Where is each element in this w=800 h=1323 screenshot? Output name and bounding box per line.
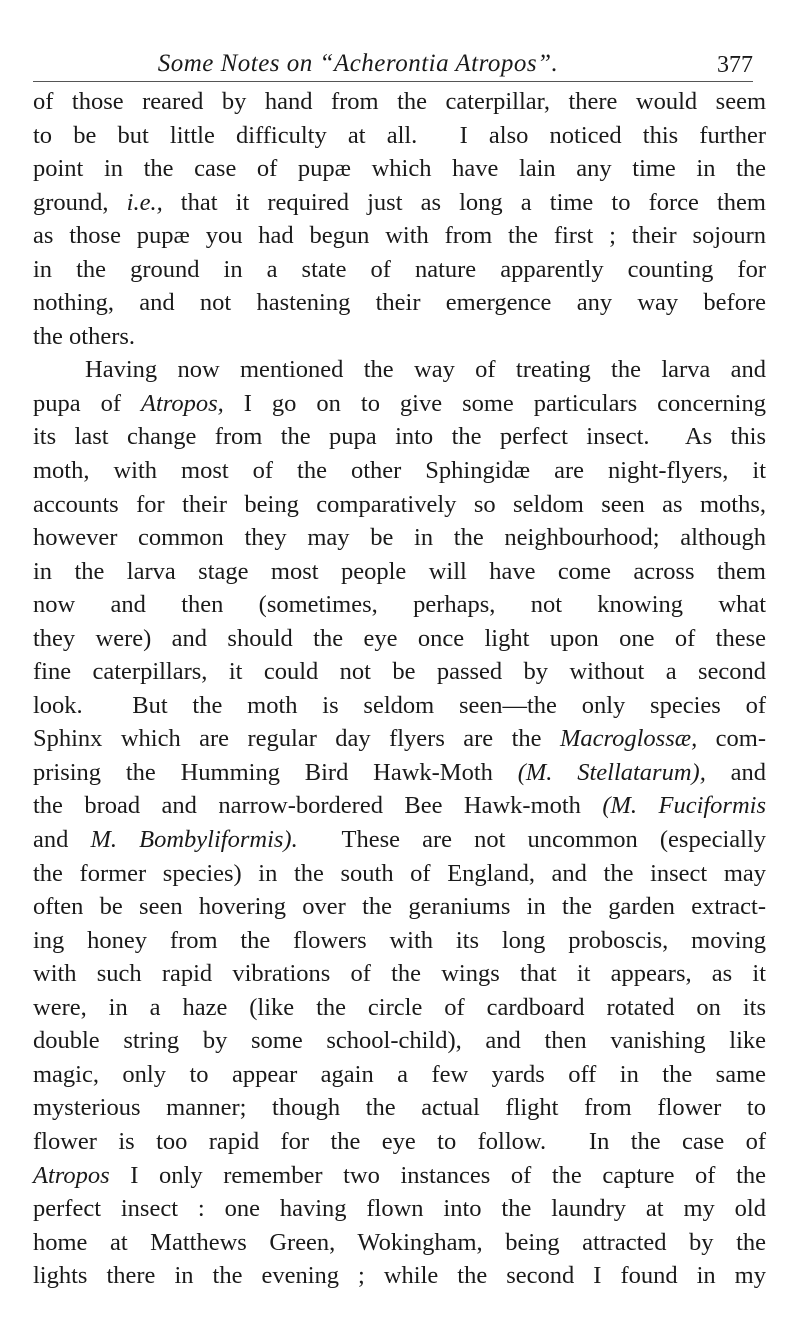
text-segment: to be but little difficulty at all. I also noticed this further bbox=[33, 121, 766, 149]
text-line bbox=[33, 857, 766, 891]
text-line bbox=[33, 991, 766, 1025]
text-line bbox=[33, 152, 766, 186]
text-segment: accounts for their being comparatively so seldom seen as moths, bbox=[33, 490, 766, 518]
text-segment: of those reared by hand from the caterpillar, there would seem bbox=[33, 88, 766, 115]
page-header bbox=[33, 50, 753, 84]
text-line bbox=[33, 1024, 766, 1058]
text-line bbox=[33, 219, 766, 253]
text-line bbox=[33, 1192, 766, 1226]
text-line bbox=[33, 1159, 766, 1193]
text-segment: moth, with most of the other Sphingidæ are night-flyers, it bbox=[33, 457, 766, 485]
text-segment: its last change from the pupa into the perfect insect. As this bbox=[33, 423, 766, 451]
text-segment: lights there in the evening ; while the second I found in my bbox=[33, 1262, 766, 1290]
text-line bbox=[33, 924, 766, 958]
text-segment: the broad and narrow-bordered Bee Hawk-moth bbox=[33, 792, 603, 820]
text-segment: they were) and should the eye once light upon one of these bbox=[33, 624, 766, 652]
text-segment: point in the case of pupæ which have lain any time in the bbox=[33, 155, 766, 183]
text-line bbox=[33, 488, 766, 522]
text-segment: prising the Humming Bird Hawk-Moth bbox=[33, 758, 518, 786]
text-line bbox=[33, 119, 766, 153]
italic-text: M. Bombyliformis). bbox=[90, 826, 298, 854]
body-text bbox=[33, 85, 766, 1293]
text-segment: look. But the moth is seldom seen—the only species of bbox=[33, 691, 766, 719]
text-line bbox=[33, 1125, 766, 1159]
text-segment: and bbox=[705, 758, 767, 786]
text-line bbox=[33, 186, 766, 220]
text-segment: now and then (sometimes, perhaps, not knowing what bbox=[33, 591, 766, 619]
text-line bbox=[33, 1259, 766, 1293]
text-line bbox=[33, 1226, 766, 1260]
text-segment: ground, bbox=[33, 188, 127, 216]
text-line bbox=[33, 253, 766, 287]
text-segment: These are not uncommon (especially bbox=[297, 826, 767, 854]
text-segment: as those pupæ you had begun with from the first ; their sojourn bbox=[33, 222, 766, 250]
text-segment: perfect insect : one having flown into the laundry at my old bbox=[33, 1195, 766, 1223]
text-segment: nothing, and not hastening their emergence any way before bbox=[33, 289, 766, 317]
text-line bbox=[33, 286, 766, 320]
italic-text: (M. Stellatarum), bbox=[517, 758, 706, 786]
italic-text: Macroglossæ, bbox=[559, 725, 698, 753]
text-segment: in the ground in a state of nature apparently counting for bbox=[33, 255, 766, 283]
text-segment: magic, only to appear again a few yards off in the same bbox=[33, 1060, 766, 1088]
text-line bbox=[33, 789, 766, 823]
text-segment: and bbox=[33, 826, 91, 854]
text-line bbox=[33, 555, 766, 589]
text-segment: were, in a haze (like the circle of cardboard rotated on its bbox=[33, 993, 766, 1021]
italic-text: i.e., bbox=[126, 188, 163, 216]
text-line bbox=[33, 353, 766, 387]
text-segment: I only remember two instances of the capture of the bbox=[109, 1161, 766, 1189]
text-segment: that it required just as long a time to force them bbox=[162, 188, 766, 216]
running-title: Some Notes on “Acherontia Atropos”. bbox=[157, 50, 559, 77]
text-line bbox=[33, 957, 766, 991]
text-line bbox=[33, 722, 766, 756]
text-segment: mysterious manner; though the actual flight from flower to bbox=[33, 1094, 766, 1122]
text-line bbox=[33, 890, 766, 924]
text-line bbox=[33, 387, 766, 421]
text-line bbox=[33, 823, 766, 857]
text-segment: with such rapid vibrations of the wings that it appears, as it bbox=[33, 960, 766, 988]
text-line bbox=[33, 1058, 766, 1092]
text-segment: home at Matthews Green, Wokingham, being attracted by the bbox=[33, 1228, 766, 1256]
text-line bbox=[33, 1091, 766, 1125]
text-line bbox=[33, 420, 766, 454]
italic-text: Atropos, bbox=[141, 389, 224, 417]
text-segment: flower is too rapid for the eye to follow. In the case of bbox=[33, 1127, 766, 1155]
text-segment: pupa of bbox=[33, 389, 141, 417]
text-segment: I go on to give some particulars concerning bbox=[223, 389, 766, 417]
text-segment: Sphinx which are regular day flyers are the bbox=[33, 725, 560, 753]
text-segment: however common they may be in the neighbourhood; although bbox=[33, 524, 766, 552]
text-segment: Having now mentioned the way of treating the larva and bbox=[85, 356, 766, 384]
text-line bbox=[33, 454, 766, 488]
text-segment: com- bbox=[697, 725, 766, 753]
italic-text: (M. Fuciformis bbox=[602, 792, 766, 820]
text-segment: fine caterpillars, it could not be passed by without a second bbox=[33, 658, 766, 686]
text-segment: double string by some school-child), and then vanishing like bbox=[33, 1027, 766, 1055]
text-segment: ing honey from the flowers with its long proboscis, moving bbox=[33, 926, 766, 954]
text-line bbox=[33, 622, 766, 656]
text-segment: often be seen hovering over the geraniums in the garden extract- bbox=[33, 893, 766, 921]
text-segment: the former species) in the south of England, and the insect may bbox=[33, 859, 766, 887]
text-line bbox=[33, 655, 766, 689]
text-segment: in the larva stage most people will have come across them bbox=[33, 557, 766, 585]
text-line bbox=[33, 320, 766, 354]
text-line bbox=[33, 689, 766, 723]
text-line bbox=[33, 588, 766, 622]
text-line bbox=[33, 85, 766, 119]
text-line bbox=[33, 521, 766, 555]
text-segment: the others. bbox=[33, 322, 136, 350]
header-rule bbox=[33, 81, 753, 82]
page-number: 377 bbox=[717, 52, 753, 78]
italic-text: Atropos bbox=[33, 1161, 110, 1189]
text-line bbox=[33, 756, 766, 790]
